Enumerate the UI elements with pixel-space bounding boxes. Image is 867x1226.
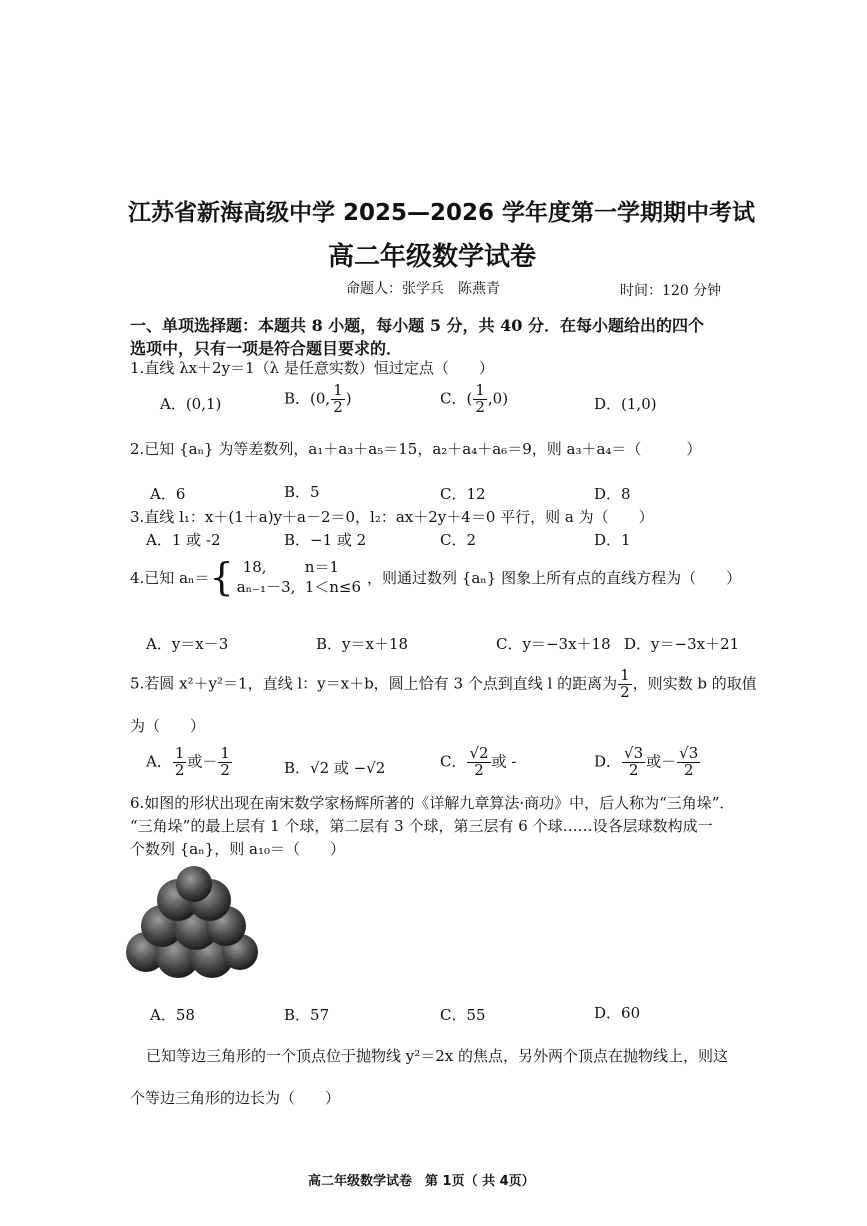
page-footer: 高二年级数学试卷 第 1页（ 共 4页） (308, 1174, 535, 1189)
q5-option-a: A． $\frac{1}{2}$ 或－ $\frac{1}{2}$ (146, 744, 230, 779)
q1-option-b: B．(0, $\frac{1}{2}$ ) (284, 381, 352, 416)
exam-time: 时间：120 分钟 (620, 283, 722, 299)
q6-option-d: D．60 (594, 1004, 641, 1022)
q4-option-a: A．y＝x－3 (146, 635, 229, 653)
q6-option-b: B．57 (284, 1006, 330, 1024)
school-title: 江苏省新海高级中学 2025—2026 学年度第一学期期中考试 (128, 200, 756, 226)
q3-option-b: B．−1 或 2 (284, 531, 367, 549)
q6-option-c: C．55 (440, 1006, 486, 1024)
section-heading-line1: 一、单项选择题：本题共 8 小题，每小题 5 分，共 40 分．在每小题给出的四个 (130, 316, 704, 335)
q4-option-d: D．y＝−3x＋21 (624, 635, 740, 653)
q2-stem: 2.已知 {aₙ} 为等差数列，a₁＋a₃＋a₅＝15，a₂＋a₄＋a₆＝9，则 a₃＋a₄＝（ ） (130, 440, 702, 458)
stack-ball (176, 866, 212, 902)
q4-piecewise: 18, n＝1 aₙ₋₁－3, 1＜n≤6 (236, 558, 362, 597)
q1-option-a: A．(0,1) (160, 395, 222, 413)
section-heading-line2: 选项中，只有一项是符合题目要求的． (130, 339, 403, 358)
q3-option-a: A．1 或 -2 (146, 531, 221, 549)
q1-option-d: D．(1,0) (594, 395, 657, 413)
q6-stem-line3: 个数列 {aₙ}，则 a₁₀＝（ ） (130, 840, 346, 858)
q3-option-c: C．2 (440, 531, 477, 549)
q5-option-b: B．√2 或 −√2 (284, 759, 386, 777)
q3-stem: 3.直线 l₁：x＋(1＋a)y＋a－2＝0，l₂：ax＋2y＋4＝0 平行，则 a 为（ ） (130, 508, 654, 526)
q2-option-b: B．5 (284, 483, 320, 501)
q1-stem: 1.直线 λx＋2y＝1（λ 是任意实数）恒过定点（ ） (130, 359, 494, 377)
authors: 命题人：张学兵 陈燕青 (346, 281, 500, 297)
triangular-stack-figure (126, 866, 258, 982)
q2-option-d: D．8 (594, 485, 631, 503)
q4-option-b: B．y＝x＋18 (316, 635, 409, 653)
q6-stem-line1: 6.如图的形状出现在南宋数学家杨辉所著的《详解九章算法·商功》中，后人称为“三角垛”． (130, 794, 735, 812)
q6-option-a: A．58 (150, 1006, 195, 1024)
q5-option-d: D． $\frac{√3}{2}$ 或－ $\frac{√3}{2}$ (594, 744, 699, 779)
q4-option-c: C．y＝−3x＋18 (496, 635, 611, 653)
q4-stem: 4.已知 aₙ＝{ 18, n＝1 aₙ₋₁－3, 1＜n≤6，则通过数列 {aₙ} 图象上所有点的直线方程为（ ） (130, 555, 742, 600)
q5-option-c: C． $\frac{√2}{2}$ 或 - (440, 744, 517, 779)
q7-stem-line2: 个等边三角形的边长为（ ） (130, 1089, 341, 1107)
subject-title: 高二年级数学试卷 (328, 242, 537, 272)
q1-option-c: C．( $\frac{1}{2}$ ,0) (440, 381, 509, 416)
q6-stem-line2: “三角垛”的最上层有 1 个球，第二层有 3 个球，第三层有 6 个球……设各层球数构成一 (130, 817, 713, 835)
q7-stem-line1: 已知等边三角形的一个顶点位于抛物线 y²＝2x 的焦点，另外两个顶点在抛物线上，则这 (146, 1047, 729, 1065)
q2-option-a: A．6 (150, 485, 186, 503)
q5-stem-line2: 为（ ） (130, 717, 206, 735)
q2-option-c: C．12 (440, 485, 486, 503)
q5-stem: 5.若圆 x²＋y²＝1，直线 l：y＝x＋b，圆上恰有 3 个点到直线 l 的距离为 $\frac{1}{2}$ ，则实数 b 的取值 (130, 666, 757, 701)
q3-option-d: D．1 (594, 531, 631, 549)
